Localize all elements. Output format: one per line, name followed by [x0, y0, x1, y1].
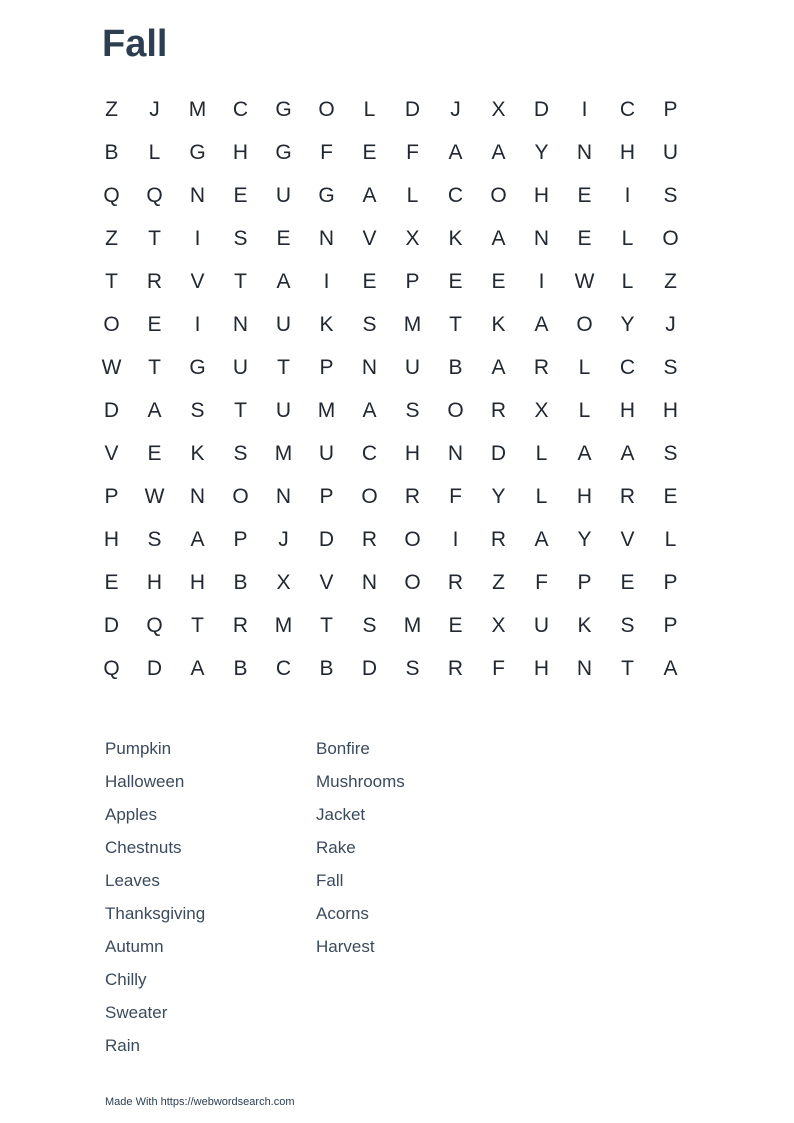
grid-letter: S — [663, 441, 678, 465]
grid-letter: C — [619, 355, 636, 379]
grid-letter: D — [318, 527, 335, 551]
grid-letter: A — [448, 140, 463, 164]
grid-letter: A — [362, 183, 377, 207]
grid-letter: R — [490, 398, 507, 422]
grid-letter: Z — [664, 269, 677, 293]
grid-letter: M — [274, 441, 293, 465]
grid-letter: H — [619, 398, 636, 422]
grid-letter: S — [233, 441, 248, 465]
word-list-item: Apples — [105, 805, 157, 824]
grid-letter: X — [491, 97, 506, 121]
grid-letter: S — [405, 656, 420, 680]
grid-row — [90, 432, 692, 475]
grid-letter: J — [149, 97, 160, 121]
grid-letter: E — [104, 570, 119, 594]
grid-letter: H — [232, 140, 249, 164]
grid-letter: H — [662, 398, 679, 422]
grid-letter: K — [448, 226, 463, 250]
grid-letter: D — [103, 398, 120, 422]
grid-letter: G — [275, 97, 292, 121]
word-list-item: Chestnuts — [105, 838, 182, 857]
grid-letter: S — [663, 355, 678, 379]
grid-letter: P — [233, 527, 248, 551]
grid-letter: A — [362, 398, 377, 422]
grid-letter: H — [189, 570, 206, 594]
grid-letter: E — [491, 269, 506, 293]
grid-letter: A — [190, 527, 205, 551]
grid-letter: H — [404, 441, 421, 465]
grid-letter: J — [278, 527, 289, 551]
grid-letter: P — [319, 355, 334, 379]
grid-letter: R — [232, 613, 249, 637]
grid-letter: R — [447, 570, 464, 594]
grid-row — [90, 647, 692, 690]
grid-letter: E — [362, 269, 377, 293]
grid-letter: Y — [577, 527, 592, 551]
grid-letter: C — [232, 97, 249, 121]
grid-letter: A — [534, 312, 549, 336]
grid-letter: C — [619, 97, 636, 121]
grid-letter: Y — [491, 484, 506, 508]
grid-letter: M — [403, 613, 422, 637]
grid-letter: I — [323, 269, 330, 293]
grid-letter: K — [491, 312, 506, 336]
grid-letter: O — [490, 183, 507, 207]
grid-letter: A — [534, 527, 549, 551]
grid-letter: I — [194, 312, 201, 336]
grid-letter: J — [665, 312, 676, 336]
grid-letter: P — [319, 484, 334, 508]
grid-letter: E — [233, 183, 248, 207]
grid-letter: N — [361, 570, 378, 594]
footer-credit: Made With https://webwordsearch.com — [105, 1096, 295, 1108]
grid-letter: O — [662, 226, 679, 250]
grid-row — [90, 346, 692, 389]
grid-letter: G — [189, 355, 206, 379]
grid-letter: P — [663, 97, 678, 121]
grid-letter: E — [577, 226, 592, 250]
grid-letter: C — [275, 656, 292, 680]
grid-row — [90, 260, 692, 303]
grid-letter: K — [319, 312, 334, 336]
letter-grid — [90, 88, 692, 690]
grid-letter: M — [317, 398, 336, 422]
grid-letter: M — [188, 97, 207, 121]
grid-letter: P — [104, 484, 119, 508]
grid-letter: I — [194, 226, 201, 250]
grid-letter: Z — [492, 570, 505, 594]
grid-letter: F — [449, 484, 462, 508]
grid-letter: F — [535, 570, 548, 594]
grid-letter: L — [578, 355, 591, 379]
grid-letter: L — [664, 527, 677, 551]
grid-letter: X — [405, 226, 420, 250]
grid-letter: V — [620, 527, 635, 551]
grid-letter: T — [148, 226, 161, 250]
grid-row — [90, 518, 692, 561]
grid-letter: H — [619, 140, 636, 164]
grid-letter: K — [577, 613, 592, 637]
grid-row — [90, 561, 692, 604]
grid-letter: H — [533, 656, 550, 680]
grid-letter: B — [448, 355, 463, 379]
grid-letter: R — [146, 269, 163, 293]
grid-letter: N — [361, 355, 378, 379]
word-list-item: Jacket — [316, 805, 366, 824]
grid-letter: G — [318, 183, 335, 207]
word-list-column-1 — [105, 737, 205, 1067]
grid-letter: S — [233, 226, 248, 250]
grid-letter: P — [663, 613, 678, 637]
grid-letter: N — [275, 484, 292, 508]
grid-letter: P — [663, 570, 678, 594]
grid-letter: M — [403, 312, 422, 336]
grid-letter: Y — [620, 312, 635, 336]
grid-letter: N — [189, 484, 206, 508]
grid-letter: R — [447, 656, 464, 680]
grid-letter: N — [447, 441, 464, 465]
grid-letter: N — [576, 656, 593, 680]
grid-row — [90, 131, 692, 174]
grid-letter: S — [362, 312, 377, 336]
grid-letter: F — [492, 656, 505, 680]
grid-letter: Z — [105, 97, 118, 121]
grid-letter: T — [234, 398, 247, 422]
grid-letter: S — [663, 183, 678, 207]
grid-letter: I — [581, 97, 588, 121]
grid-letter: T — [234, 269, 247, 293]
grid-letter: O — [361, 484, 378, 508]
grid-letter: T — [105, 269, 118, 293]
word-list-item: Mushrooms — [316, 772, 405, 791]
grid-letter: D — [533, 97, 550, 121]
grid-letter: U — [275, 398, 292, 422]
grid-letter: A — [620, 441, 635, 465]
grid-letter: E — [620, 570, 635, 594]
grid-row — [90, 88, 692, 131]
grid-letter: B — [233, 570, 248, 594]
grid-letter: A — [276, 269, 291, 293]
grid-letter: V — [362, 226, 377, 250]
word-list-item: Acorns — [316, 904, 369, 923]
grid-letter: U — [232, 355, 249, 379]
grid-letter: H — [576, 484, 593, 508]
grid-letter: M — [274, 613, 293, 637]
grid-letter: E — [362, 140, 377, 164]
grid-letter: E — [448, 269, 463, 293]
word-list-item: Thanksgiving — [105, 904, 206, 923]
word-list-item: Halloween — [105, 772, 185, 791]
grid-letter: O — [404, 570, 421, 594]
grid-letter: T — [320, 613, 333, 637]
grid-row — [90, 217, 692, 260]
grid-letter: K — [190, 441, 205, 465]
grid-letter: A — [663, 656, 678, 680]
page-title: Fall — [102, 23, 168, 65]
grid-letter: Y — [534, 140, 549, 164]
grid-letter: C — [361, 441, 378, 465]
grid-letter: E — [663, 484, 678, 508]
grid-letter: H — [533, 183, 550, 207]
word-list-item: Sweater — [105, 1003, 168, 1022]
word-list-item: Autumn — [105, 937, 164, 956]
grid-letter: O — [318, 97, 335, 121]
grid-letter: A — [491, 355, 506, 379]
grid-letter: E — [147, 312, 162, 336]
grid-letter: S — [190, 398, 205, 422]
grid-letter: N — [533, 226, 550, 250]
grid-letter: I — [538, 269, 545, 293]
grid-letter: A — [577, 441, 592, 465]
grid-letter: L — [621, 226, 634, 250]
grid-letter: Q — [103, 183, 120, 207]
grid-letter: U — [533, 613, 550, 637]
grid-letter: A — [147, 398, 162, 422]
grid-letter: V — [190, 269, 205, 293]
grid-letter: O — [404, 527, 421, 551]
grid-letter: W — [101, 355, 122, 379]
grid-letter: X — [276, 570, 291, 594]
grid-letter: T — [277, 355, 290, 379]
grid-letter: V — [319, 570, 334, 594]
grid-letter: D — [146, 656, 163, 680]
grid-letter: R — [490, 527, 507, 551]
grid-letter: T — [148, 355, 161, 379]
grid-letter: O — [103, 312, 120, 336]
grid-letter: L — [406, 183, 419, 207]
grid-letter: B — [233, 656, 248, 680]
grid-letter: L — [621, 269, 634, 293]
grid-letter: E — [276, 226, 291, 250]
grid-letter: A — [491, 140, 506, 164]
grid-letter: D — [404, 97, 421, 121]
grid-letter: G — [275, 140, 292, 164]
grid-letter: A — [190, 656, 205, 680]
grid-letter: N — [189, 183, 206, 207]
grid-letter: N — [318, 226, 335, 250]
grid-letter: I — [624, 183, 631, 207]
grid-letter: O — [232, 484, 249, 508]
word-list-item: Fall — [316, 871, 344, 890]
grid-letter: T — [449, 312, 462, 336]
grid-letter: U — [662, 140, 679, 164]
grid-letter: V — [104, 441, 119, 465]
grid-letter: D — [103, 613, 120, 637]
grid-letter: U — [275, 183, 292, 207]
grid-letter: J — [450, 97, 461, 121]
grid-letter: U — [318, 441, 335, 465]
grid-letter: S — [147, 527, 162, 551]
grid-letter: E — [577, 183, 592, 207]
grid-row — [90, 303, 692, 346]
grid-letter: O — [447, 398, 464, 422]
grid-letter: B — [104, 140, 119, 164]
grid-letter: O — [576, 312, 593, 336]
grid-letter: G — [189, 140, 206, 164]
grid-letter: S — [362, 613, 377, 637]
grid-letter: L — [578, 398, 591, 422]
grid-letter: S — [405, 398, 420, 422]
grid-letter: B — [319, 656, 334, 680]
grid-letter: R — [404, 484, 421, 508]
grid-letter: H — [146, 570, 163, 594]
grid-letter: I — [452, 527, 459, 551]
word-list-item: Pumpkin — [105, 739, 172, 758]
grid-letter: R — [361, 527, 378, 551]
word-list-column-2 — [316, 737, 405, 968]
grid-letter: C — [447, 183, 464, 207]
grid-letter: P — [577, 570, 592, 594]
grid-letter: E — [147, 441, 162, 465]
grid-letter: S — [620, 613, 635, 637]
word-list-item: Rain — [105, 1036, 140, 1055]
grid-letter: A — [491, 226, 506, 250]
grid-letter: L — [363, 97, 376, 121]
grid-letter: F — [320, 140, 333, 164]
grid-letter: Q — [146, 613, 163, 637]
word-list-item: Leaves — [105, 871, 160, 890]
word-list-item: Rake — [316, 838, 356, 857]
grid-letter: Q — [103, 656, 120, 680]
grid-letter: H — [103, 527, 120, 551]
grid-letter: W — [144, 484, 165, 508]
grid-letter: U — [275, 312, 292, 336]
grid-row — [90, 604, 692, 647]
grid-row — [90, 389, 692, 432]
grid-letter: T — [191, 613, 204, 637]
grid-letter: N — [232, 312, 249, 336]
grid-letter: L — [535, 484, 548, 508]
grid-letter: D — [361, 656, 378, 680]
word-list-item: Bonfire — [316, 739, 370, 758]
word-list-item: Chilly — [105, 970, 147, 989]
grid-letter: P — [405, 269, 420, 293]
grid-letter: Q — [146, 183, 163, 207]
grid-letter: Z — [105, 226, 118, 250]
grid-letter: E — [448, 613, 463, 637]
grid-row — [90, 475, 692, 518]
grid-letter: U — [404, 355, 421, 379]
grid-letter: W — [574, 269, 595, 293]
grid-letter: X — [534, 398, 549, 422]
grid-letter: L — [535, 441, 548, 465]
grid-letter: R — [533, 355, 550, 379]
grid-row — [90, 174, 692, 217]
grid-letter: N — [576, 140, 593, 164]
grid-letter: X — [491, 613, 506, 637]
word-list-item: Harvest — [316, 937, 375, 956]
grid-letter: F — [406, 140, 419, 164]
grid-letter: L — [148, 140, 161, 164]
grid-letter: T — [621, 656, 634, 680]
grid-letter: R — [619, 484, 636, 508]
grid-letter: D — [490, 441, 507, 465]
